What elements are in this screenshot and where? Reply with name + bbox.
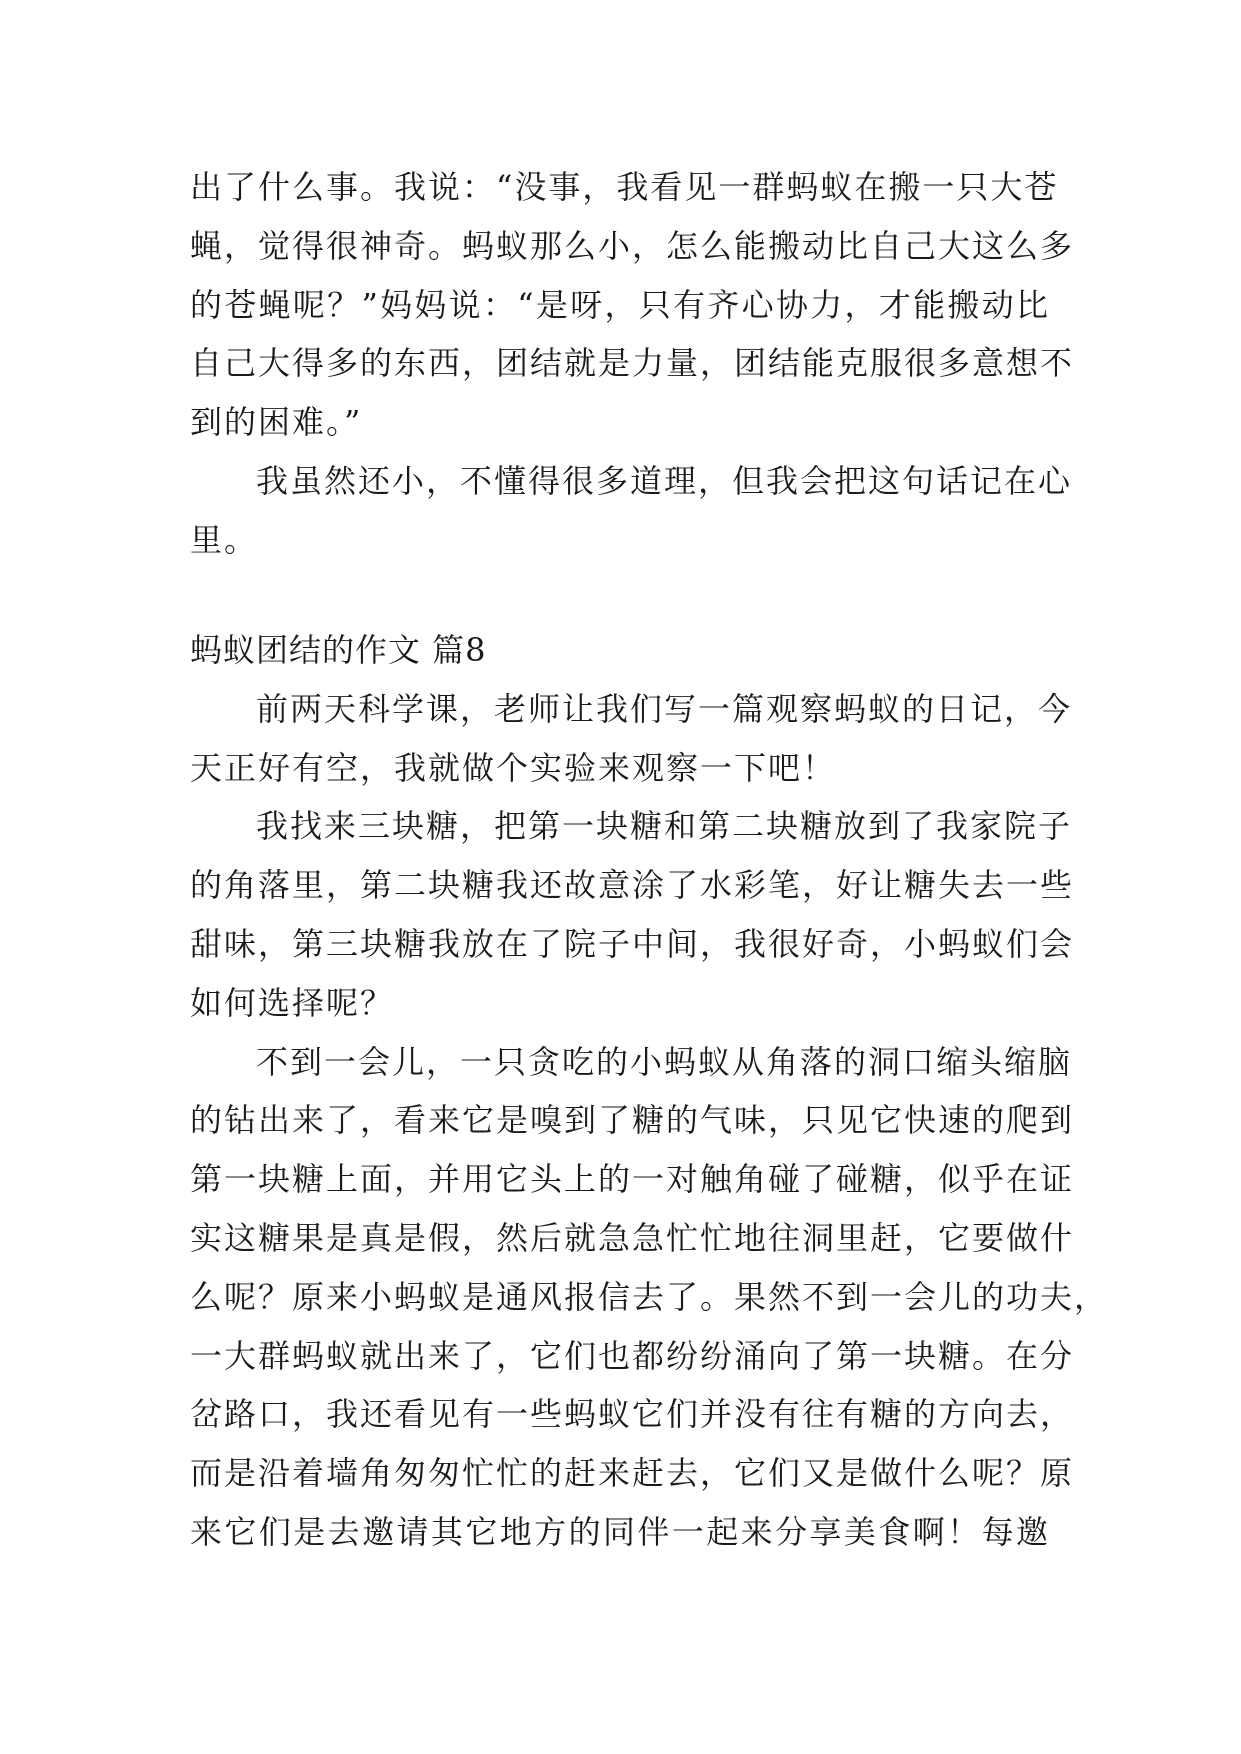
paragraph-line: 自己大得多的东西，团结就是力量，团结能克服很多意想不 (190, 344, 1075, 383)
paragraph-line: 甜味，第三块糖我放在了院子中间，我很好奇，小蚂蚁们会 (190, 924, 1075, 963)
paragraph-line: 实这糖果是真是假，然后就急急忙忙地往洞里赶，它要做什 (190, 1218, 1075, 1257)
paragraph-line: 前两天科学课，老师让我们写一篇观察蚂蚁的日记，今 (256, 689, 1073, 728)
paragraph-line: 的苍蝇呢？”妈妈说：“是呀，只有齐心协力，才能搬动比 (190, 285, 1050, 324)
paragraph-line: 蝇，觉得很神奇。蚂蚁那么小，怎么能搬动比自己大这么多 (190, 226, 1075, 265)
paragraph-line: 么呢？原来小蚂蚁是通风报信去了。果然不到一会儿的功夫， (190, 1277, 1109, 1316)
paragraph-line: 里。 (190, 520, 259, 559)
text-block-continuation (190, 158, 1075, 570)
paragraph-line: 一大群蚂蚁就出来了，它们也都纷纷涌向了第一块糖。在分 (190, 1336, 1075, 1375)
paragraph-line: 天正好有空，我就做个实验来观察一下吧！ (190, 748, 837, 787)
paragraph-line: 的角落里，第二块糖我还故意涂了水彩笔，好让糖失去一些 (190, 866, 1075, 905)
paragraph-line: 来它们是去邀请其它地方的同伴一起来分享美食啊！每邀 (190, 1512, 1050, 1551)
paragraph-line: 的钻出来了，看来它是嗅到了糖的气味，只见它快速的爬到 (190, 1101, 1075, 1140)
paragraph-line: 而是沿着墙角匆匆忙忙的赶来赶去，它们又是做什么呢？原 (190, 1454, 1075, 1493)
paragraph-line: 如何选择呢？ (190, 983, 395, 1022)
paragraph-line: 不到一会儿，一只贪吃的小蚂蚁从角落的洞口缩头缩脑 (256, 1042, 1073, 1081)
paragraph-line: 我虽然还小，不懂得很多道理，但我会把这句话记在心 (256, 461, 1073, 500)
paragraph-line: 我找来三块糖，把第一块糖和第二块糖放到了我家院子 (256, 807, 1073, 846)
paragraph-line: 第一块糖上面，并用它头上的一对触角碰了碰糖，似乎在证 (190, 1160, 1075, 1199)
paragraph-line: 出了什么事。我说：“没事，我看见一群蚂蚁在搬一只大苍 (190, 168, 1059, 206)
text-block-section-8 (190, 621, 1109, 1562)
paragraph-line: 岔路口，我还看见有一些蚂蚁它们并没有往有糖的方向去， (190, 1395, 1075, 1434)
section-heading: 蚂蚁团结的作文 篇8 (190, 631, 487, 669)
paragraph-line: 到的困难。” (190, 403, 363, 442)
